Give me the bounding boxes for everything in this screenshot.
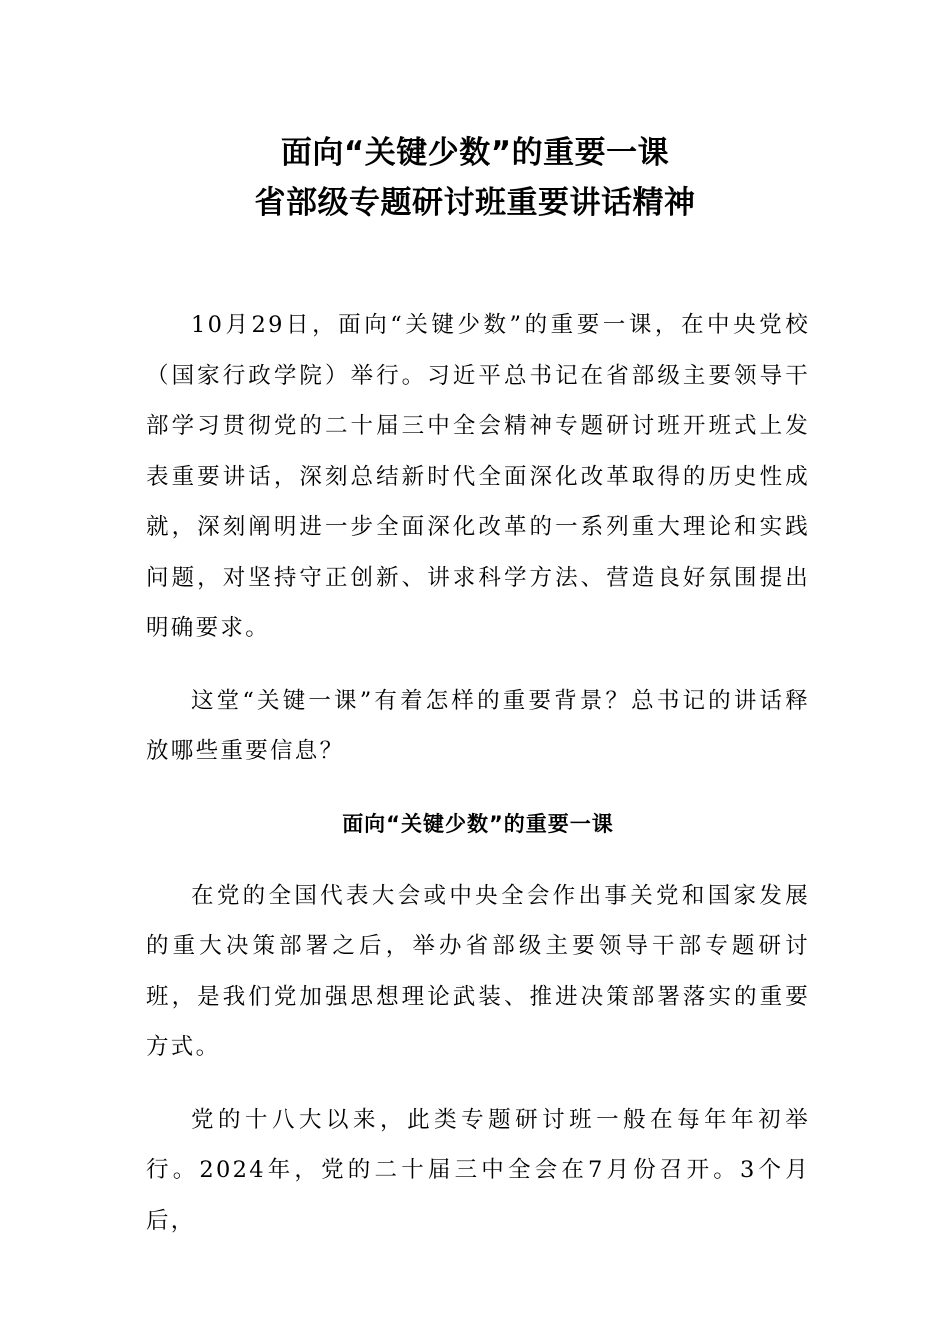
section-heading: 面向“关键少数”的重要一课: [342, 811, 614, 836]
paragraph-intro: 10月29日，面向“关键少数”的重要一课，在中央党校（国家行政学院）举行。习近平总书记在省部级主要领导干部学习贯彻党的二十届三中全会精神专题研讨班开班式上发表重要讲话，深刻总结新时代全面深化改革取得的历史性成就，深刻阐明进一步全面深化改革的一系列重大理论和实践问题，对坚持守正创新、讲求科学方法、营造良好氛围提出明确要求。: [146, 312, 810, 641]
paragraph-question: 这堂“关键一课”有着怎样的重要背景？总书记的讲话释放哪些重要信息？: [146, 687, 810, 764]
title-line-1: 面向“关键少数”的重要一课: [280, 135, 670, 171]
document-title: [0, 128, 950, 228]
paragraph-section-2: 党的十八大以来，此类专题研讨班一般在每年年初举行。2024年，党的二十届三中全会在7月份召开。3个月后，: [146, 1106, 810, 1234]
title-line-2: 省部级专题研讨班重要讲话精神: [254, 185, 696, 221]
paragraph-section-1: 在党的全国代表大会或中央全会作出事关党和国家发展的重大决策部署之后，举办省部级主要领导干部专题研讨班，是我们党加强思想理论武装、推进决策部署落实的重要方式。: [146, 882, 810, 1060]
document-body: [146, 300, 810, 1268]
